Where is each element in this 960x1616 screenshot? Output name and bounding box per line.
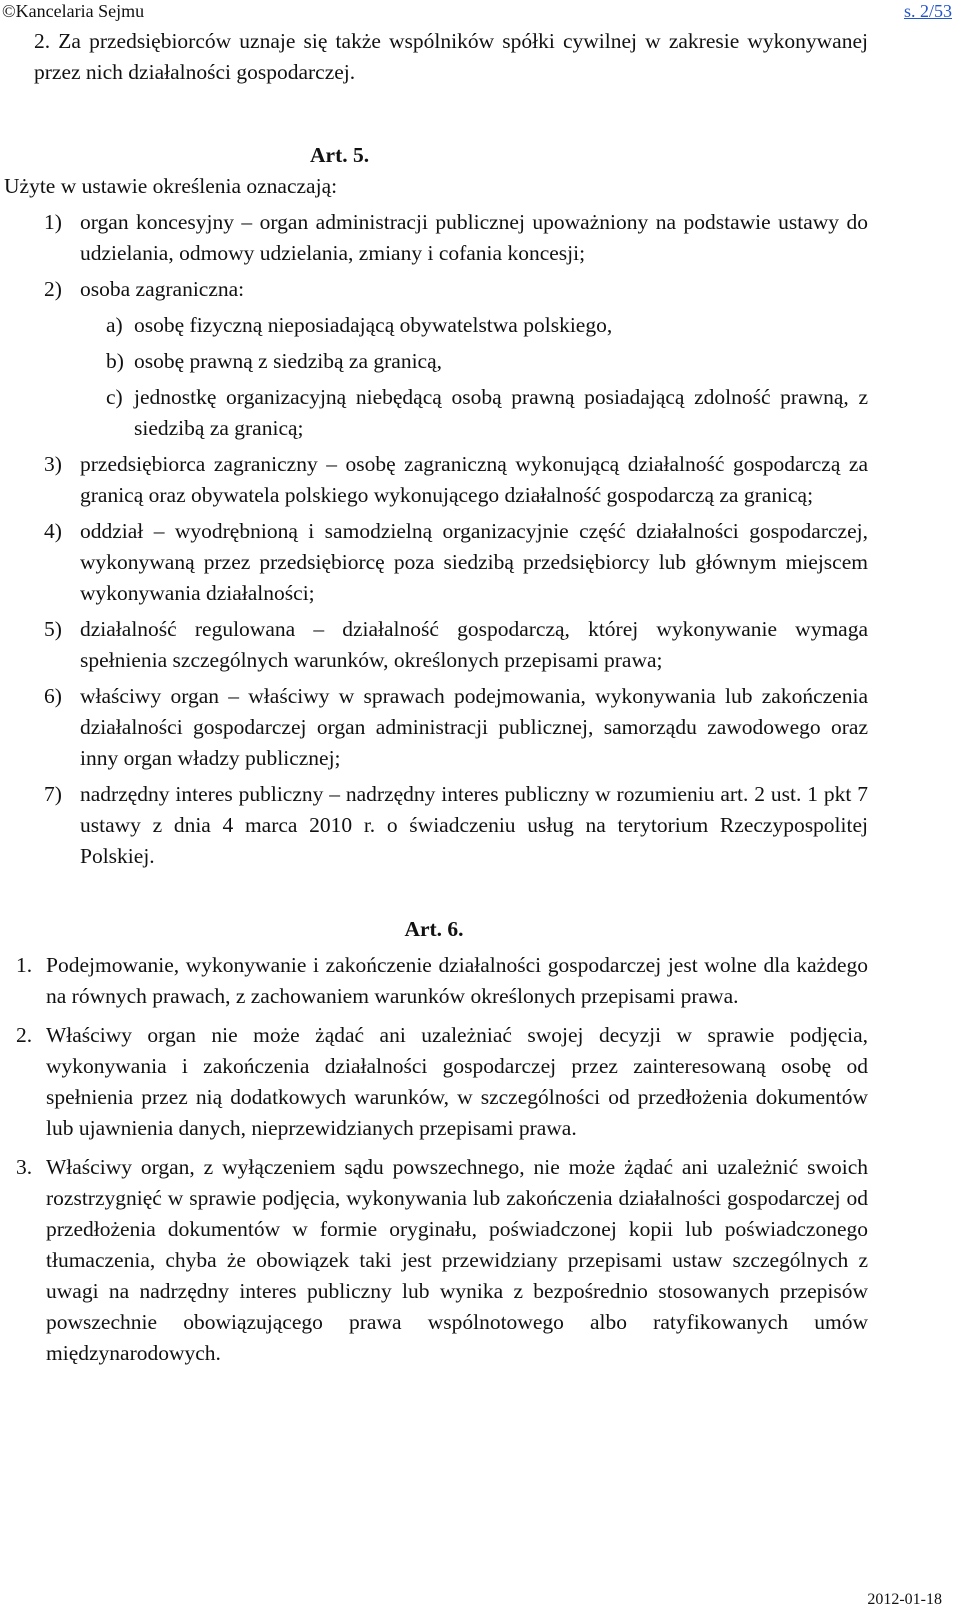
item-text: oddział – wyodrębnioną i samodzielną organizacyjnie część działalności gospodarczej, wykonywaną przez przedsiębiorcę poza siedzibą przedsiębiorcy lub głównym miejscem wykonywania działalności; [80, 519, 868, 605]
definition-item [0, 516, 868, 609]
item-number: 3) [44, 452, 62, 476]
paragraph-number: 1. [16, 953, 33, 977]
paragraph-text: Właściwy organ nie może żądać ani uzależniać swojej decyzji w sprawie podjęcia, wykonywania i zakończenia działalności gospodarczej przez zainteresowaną osobę od spełnienia przez nią dodatkowych warunków, w szczególności od przedłożenia dokumentów lub ujawnienia danych, nieprzewidzianych przepisami prawa. [46, 1023, 868, 1140]
definition-subitem [0, 382, 868, 444]
item-number: 7) [44, 782, 62, 806]
paragraph-number: 3. [16, 1155, 33, 1179]
article-paragraph [0, 950, 868, 1012]
item-text: nadrzędny interes publiczny – nadrzędny interes publiczny w rozumieniu art. 2 ust. 1 pkt 7 ustawy z dnia 4 marca 2010 r. o świadczeniu usług na terytorium Rzeczypospolitej Polskiej. [80, 782, 868, 868]
item-text: osoba zagraniczna: [80, 277, 245, 301]
definition-item [0, 614, 868, 676]
article-5-intro: Użyte w ustawie określenia oznaczają: [4, 174, 338, 198]
subitem-text: osobę fizyczną nieposiadającą obywatelstwa polskiego, [134, 313, 613, 337]
article-6-heading: Art. 6. [404, 917, 464, 941]
item-number: 5) [44, 617, 62, 641]
article-paragraph [0, 1020, 868, 1144]
subitem-text: jednostkę organizacyjną niebędącą osobą prawną posiadającą zdolność prawną, z siedzibą za granicą; [134, 385, 868, 440]
paragraph-text: 2. Za przedsiębiorców uznaje się także wspólników spółki cywilnej w zakresie wykonywanej przez nich działalności gospodarczej. [34, 29, 868, 84]
subitem-letter: a) [106, 313, 123, 337]
page-number[interactable]: s. 2/53 [903, 1, 952, 21]
article-paragraph [0, 1152, 868, 1369]
item-number: 2) [44, 277, 62, 301]
definition-item [0, 681, 868, 774]
item-number: 1) [44, 210, 62, 234]
item-text: właściwy organ – właściwy w sprawach podejmowania, wykonywania lub zakończenia działalności gospodarczej organ administracji publicznej, samorządu zawodowego oraz inny organ władzy publicznej; [80, 684, 868, 770]
paragraph-text: Podejmowanie, wykonywanie i zakończenie działalności gospodarczej jest wolne dla każdego na równych prawach, z zachowaniem warunków określonych przepisami prawa. [46, 953, 868, 1008]
document-date: 2012-01-18 [867, 1591, 942, 1608]
art4-paragraph-2 [0, 26, 868, 88]
subitem-letter: c) [106, 385, 123, 409]
item-text: przedsiębiorca zagraniczny – osobę zagraniczną wykonującą działalność gospodarczą za granicą oraz obywatela polskiego wykonującego działalność gospodarczą za granicą; [80, 452, 868, 507]
subitem-text: osobę prawną z siedzibą za granicą, [134, 349, 443, 373]
definition-subitem [0, 346, 868, 377]
page-number-link[interactable] [904, 0, 952, 22]
item-text: działalność regulowana – działalność gospodarczą, której wykonywanie wymaga spełnienia szczególnych warunków, określonych przepisami prawa; [80, 617, 868, 672]
item-number: 4) [44, 519, 62, 543]
definition-item [0, 207, 868, 269]
subitem-letter: b) [106, 349, 124, 373]
page-header [2, 0, 960, 24]
item-text: organ koncesyjny – organ administracji publicznej upoważniony na podstawie ustawy do udzielania, odmowy udzielania, zmiany i cofania koncesji; [80, 210, 868, 265]
article-5-heading: Art. 5. [310, 143, 370, 167]
definition-item [0, 779, 868, 872]
definition-item [0, 449, 868, 511]
item-number: 6) [44, 684, 62, 708]
copyright-notice: ©Kancelaria Sejmu [2, 1, 145, 21]
definition-item [0, 274, 868, 305]
document-body [0, 26, 868, 1369]
definition-subitem [0, 310, 868, 341]
paragraph-text: Właściwy organ, z wyłączeniem sądu powszechnego, nie może żądać ani uzależnić swoich rozstrzygnięć w sprawie podjęcia, wykonywania lub zakończenia działalności gospodarczej od przedłożenia dokumentów w formie oryginału, poświadczonej kopii lub poświadczonego tłumaczenia, chyba że obowiązek taki jest przewidziany przepisami ustaw szczególnych z uwagi na nadrzędny interes publiczny lub wynika z bezpośrednio stosowanych przepisów powszechnie obowiązującego prawa wspólnotowego albo ratyfikowanych umów międzynarodowych. [46, 1155, 868, 1365]
paragraph-number: 2. [16, 1023, 33, 1047]
